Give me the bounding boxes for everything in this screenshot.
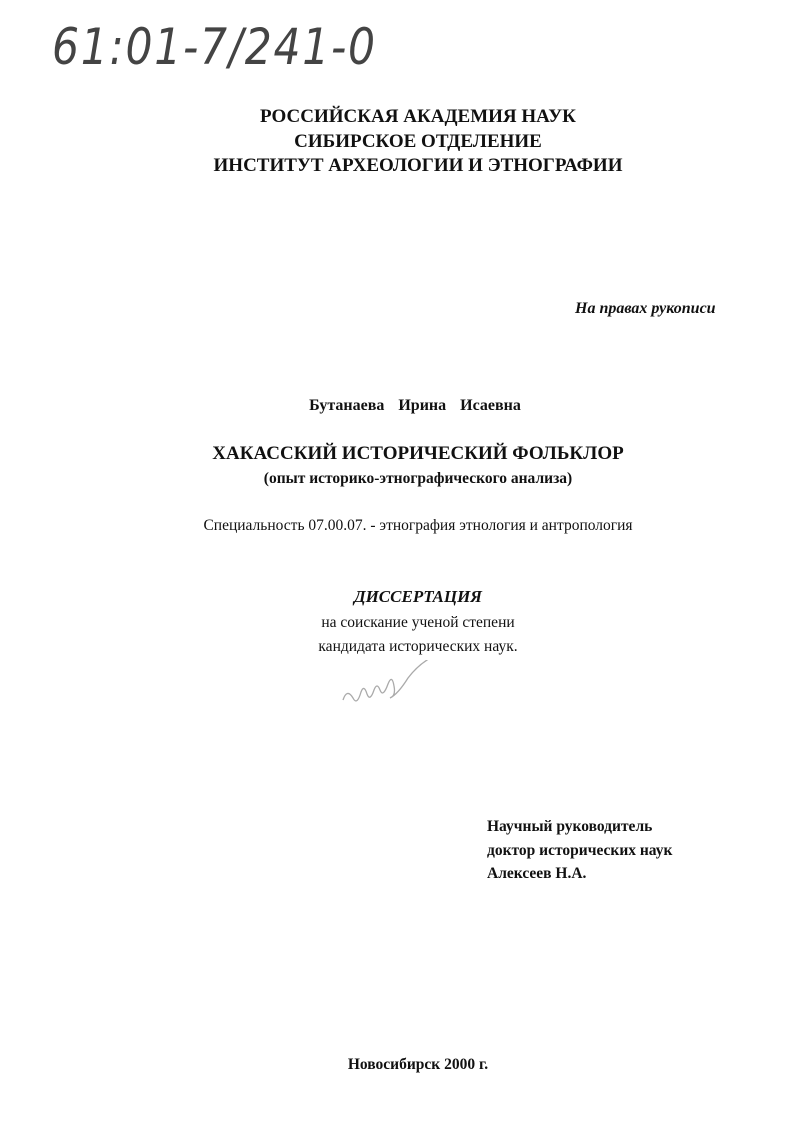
header-line-2: СИБИРСКОЕ ОТДЕЛЕНИЕ xyxy=(294,130,542,152)
header-line-1: РОССИЙСКАЯ АКАДЕМИЯ НАУК xyxy=(260,106,576,127)
signature xyxy=(335,660,475,715)
thesis-subtitle: (опыт историко-этнографического анализа) xyxy=(263,470,573,487)
supervisor-block xyxy=(487,815,672,886)
supervisor-line-2: доктор исторических наук xyxy=(487,841,673,859)
degree-line-2: кандидата исторических наук. xyxy=(318,638,518,655)
handwritten-catalog-code: 61:01-7/241-0 xyxy=(52,18,377,76)
degree-line-1: на соискание ученой степени xyxy=(321,614,515,631)
supervisor-line-1: Научный руководитель xyxy=(487,818,653,835)
supervisor-line-3: Алексеев Н.А. xyxy=(487,865,587,882)
specialty: Специальность 07.00.07. - этнография этнология и антропология xyxy=(203,517,633,534)
header-line-3: ИНСТИТУТ АРХЕОЛОГИИ И ЭТНОГРАФИИ xyxy=(213,155,623,176)
thesis-title: ХАКАССКИЙ ИСТОРИЧЕСКИЙ ФОЛЬКЛОР xyxy=(212,443,624,464)
institution-header xyxy=(0,105,793,179)
rights-note: На правах рукописи xyxy=(575,300,716,317)
place-and-year: Новосибирск 2000 г. xyxy=(347,1056,489,1073)
dissertation-label: ДИССЕРТАЦИЯ xyxy=(353,587,483,606)
author-name: Бутанаева Ирина Исаевна xyxy=(309,397,521,414)
degree-description xyxy=(0,611,793,659)
